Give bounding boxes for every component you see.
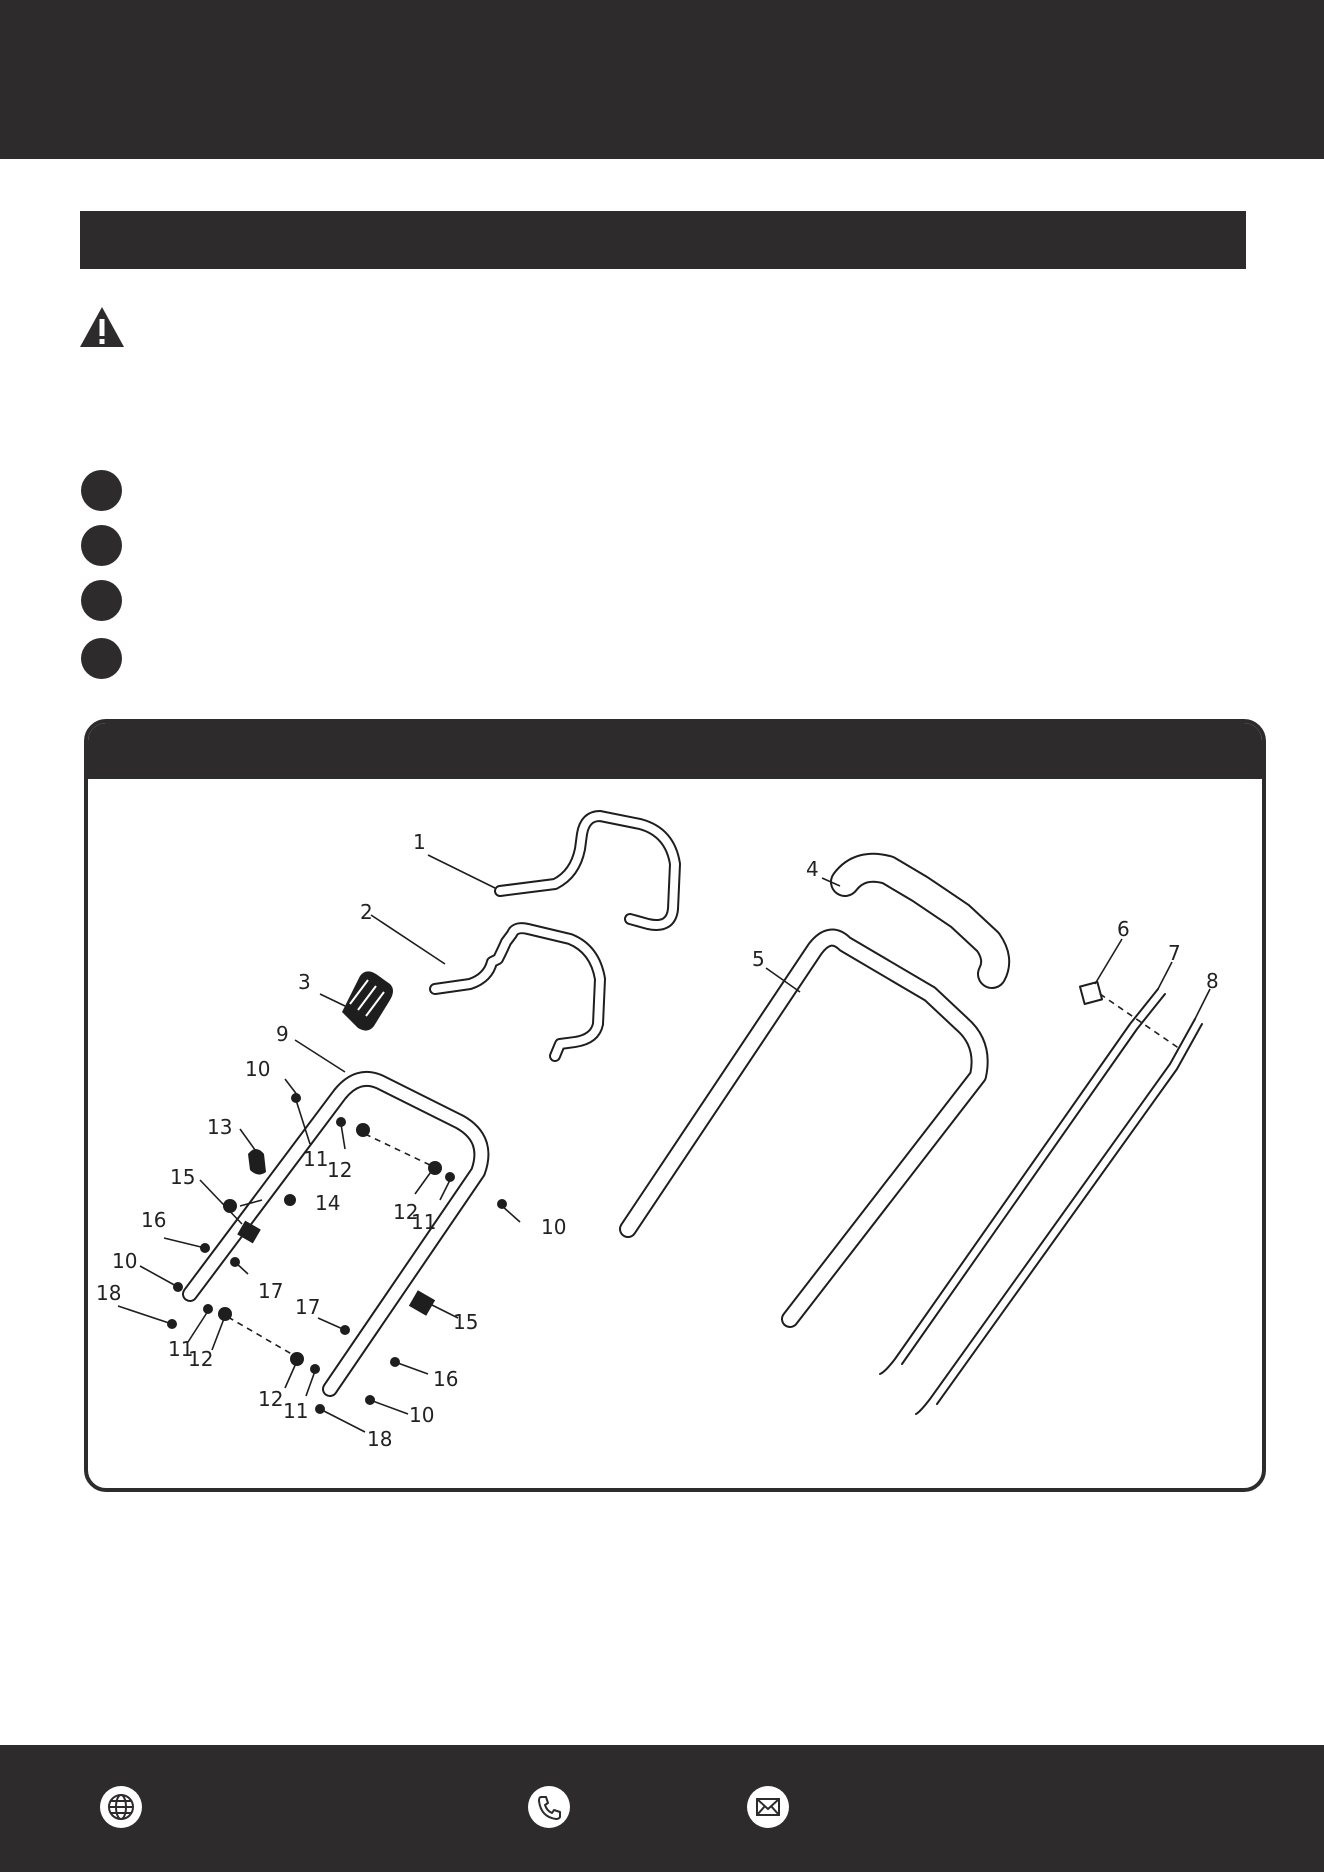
callout-10-top-left: 10: [245, 1057, 271, 1081]
callout-17-left: 17: [258, 1279, 284, 1303]
callout-17-mid: 17: [295, 1295, 321, 1319]
warning-triangle-icon: [78, 305, 126, 349]
part-8-drive-cable: [916, 1019, 1202, 1414]
callout-14: 14: [315, 1191, 341, 1215]
globe-icon: [99, 1785, 143, 1829]
callout-11-top: 11: [303, 1147, 329, 1171]
exploded-parts-diagram: [88, 779, 1262, 1484]
callout-1: 1: [413, 830, 426, 854]
phone-icon: [527, 1785, 571, 1829]
callout-10-lower-left: 10: [112, 1249, 138, 1273]
callout-18-bottom: 18: [367, 1427, 393, 1451]
callout-7: 7: [1168, 941, 1181, 965]
part-2-drive-bail: [435, 928, 600, 1056]
step-marker-1: [81, 470, 122, 511]
envelope-icon: [746, 1785, 790, 1829]
part-1-bail-bar: [500, 816, 675, 925]
callout-8: 8: [1206, 969, 1219, 993]
step-marker-2: [81, 525, 122, 566]
callout-5: 5: [752, 947, 765, 971]
footer-band: [0, 1745, 1324, 1872]
exploded-view-panel: [84, 719, 1266, 1492]
callout-13: 13: [207, 1115, 233, 1139]
panel-header-bar: [88, 723, 1262, 779]
callout-12-mid: 12: [393, 1200, 419, 1224]
callout-10-bottom: 10: [409, 1403, 435, 1427]
callout-15-right: 15: [453, 1310, 479, 1334]
callout-11-lower: 11: [168, 1337, 194, 1361]
step-marker-4: [81, 638, 122, 679]
part-6-cable-clamp: [1080, 982, 1102, 1004]
callout-12-top: 12: [327, 1158, 353, 1182]
callout-16-right: 16: [433, 1367, 459, 1391]
part-3-cable-clip: [342, 971, 393, 1030]
callout-3: 3: [298, 970, 311, 994]
part-7-control-cable: [880, 989, 1165, 1374]
header-band: [0, 0, 1324, 159]
callout-12-lower: 12: [188, 1347, 214, 1371]
callout-11-bottom: 11: [283, 1399, 309, 1423]
callout-12-bottom: 12: [258, 1387, 284, 1411]
callout-6: 6: [1117, 917, 1130, 941]
callout-11-mid: 11: [411, 1210, 437, 1234]
callout-9: 9: [276, 1022, 289, 1046]
callout-16-left: 16: [141, 1208, 167, 1232]
step-marker-3: [81, 580, 122, 621]
assembly-dashed-line: [1100, 994, 1180, 1049]
part-9-lower-handle: [190, 1079, 481, 1389]
part-5-upper-handle-frame: [628, 938, 980, 1319]
callout-15-left: 15: [170, 1165, 196, 1189]
callout-18-left: 18: [96, 1281, 122, 1305]
callout-4: 4: [806, 857, 819, 881]
callout-2: 2: [360, 900, 373, 924]
section-title-bar: [80, 211, 1246, 269]
callout-10-right: 10: [541, 1215, 567, 1239]
